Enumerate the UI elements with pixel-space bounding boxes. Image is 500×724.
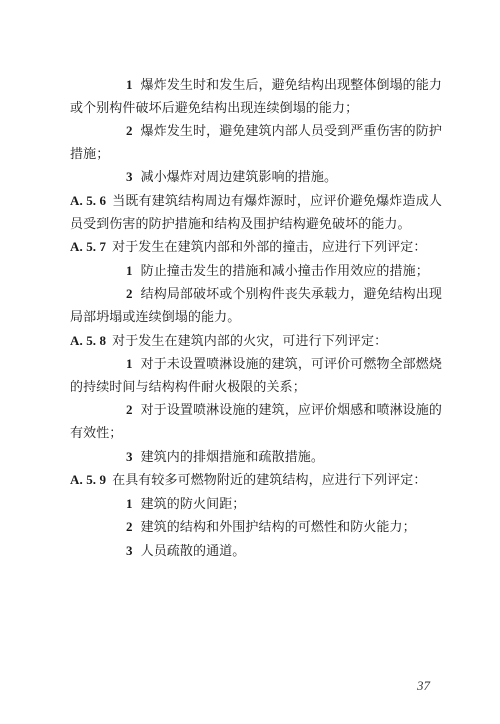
list-item [70,516,442,540]
item-text: 对于未设置喷淋设施的建筑，可评价可燃物全部燃烧的持续时间与结构构件耐火极限的关系； [70,357,442,395]
item-text: 爆炸发生时，避免建筑内部人员受到严重伤害的防护措施； [70,124,442,162]
item-text: 爆炸发生时和发生后，避免结构出现整体倒塌的能力或个别构件破坏后避免结构出现连续倒塌的能力； [70,78,442,116]
clause-number: A. 5. 8 [70,332,107,348]
page-body [70,74,442,563]
list-item [70,446,442,470]
clause-text: 对于发生在建筑内部和外部的撞击，应进行下列评定： [112,240,427,256]
item-number: 2 [126,123,133,139]
item-number: 3 [126,542,133,558]
item-number: 1 [126,495,133,511]
list-item [70,120,442,166]
item-text: 建筑内的排烟措施和疏散措施。 [140,449,325,465]
clause-text: 对于发生在建筑内部的火灾，可进行下列评定： [112,333,388,349]
item-text: 结构局部破坏或个别构件丧失承载力，避免结构出现局部坍塌或连续倒塌的能力。 [70,287,442,325]
item-text: 减小爆炸对周边建筑影响的措施。 [140,170,338,186]
list-item [70,353,442,399]
clause-number: A. 5. 6 [70,192,107,208]
clause-a-5-9 [70,469,442,493]
item-text: 人员疏散的通道。 [140,543,246,559]
clause-a-5-7 [70,236,442,260]
clause-number: A. 5. 9 [70,472,107,488]
list-item [70,260,442,284]
item-number: 2 [126,286,133,302]
item-text: 防止撞击发生的措施和减小撞击作用效应的措施； [140,263,429,279]
clause-text: 当既有建筑结构周边有爆炸源时，应评价避免爆炸造成人员受到伤害的防护措施和结构及围护结构避免破坏的能力。 [70,193,442,232]
clause-a-5-8 [70,330,442,354]
item-number: 1 [126,262,133,278]
list-item [70,283,442,329]
item-text: 建筑的结构和外围护结构的可燃性和防火能力； [140,520,416,536]
item-text: 对于设置喷淋设施的建筑，应评价烟感和喷淋设施的有效性； [70,403,442,441]
list-item [70,74,442,120]
clause-text: 在具有较多可燃物附近的建筑结构，应进行下列评定： [112,473,427,489]
list-item [70,493,442,517]
item-text: 建筑的防火间距； [140,496,246,512]
list-item [70,540,442,564]
list-item [70,399,442,445]
clause-number: A. 5. 7 [70,239,107,255]
item-number: 3 [126,169,133,185]
item-number: 3 [126,448,133,464]
item-number: 1 [126,77,133,92]
list-item [70,166,442,190]
item-number: 2 [126,519,133,535]
clause-a-5-6 [70,190,442,236]
page-number: 37 [417,678,430,693]
item-number: 2 [126,402,133,418]
item-number: 1 [126,356,133,372]
